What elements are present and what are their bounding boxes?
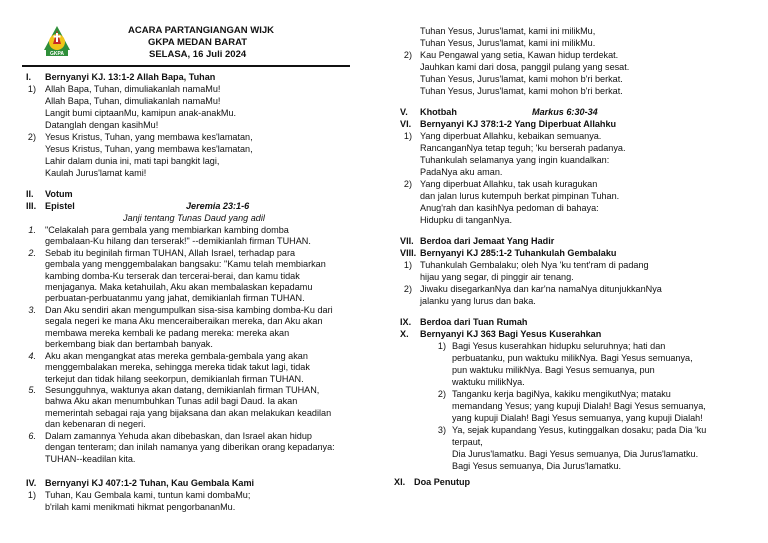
sec1-v1-l2: Allah Bapa, Tuhan, dimuliakanlah namaMu! — [45, 96, 221, 106]
sec10-v1-l2: perbuatanku, pun waktuku milikNya. Bagi Yesus semuanya, — [452, 353, 693, 363]
sec4-v2-l4: Tuhan Yesus, Jurus'lamat, kami mohon b'ri berkat. — [420, 86, 623, 96]
sec3-v2-l2: gembala yang menggembalakan bangsaku: "Kamu telah membiarkan — [45, 259, 326, 270]
sec10-v3-l3: Dia Jurus'lamatku. Bagi Yesus semuanya, Dia Jurus'lamatku. — [452, 449, 699, 459]
sec4-title: Bernyanyi KJ 407:1-2 Tuhan, Kau Gembala Kami — [45, 478, 255, 488]
sec6-v2-l3: Anug'rah dan kasihNya pedoman di bahaya: — [420, 203, 599, 213]
sec10-v1-l4: waktuku milikNya. — [452, 377, 525, 387]
sec11-title: Doa Penutup — [414, 477, 471, 487]
sec10-v1-l1: Bagi Yesus kuserahkan hidupku seluruhnya; hati dan — [452, 341, 666, 351]
sec1-v1-l4: Datanglah dengan kasihMu! — [45, 120, 159, 130]
sec3-v3-num: 3. — [28, 305, 36, 315]
sec3-v1-text — [45, 225, 367, 248]
sec10-v2-l3: yang kupuji Dialah! Bagi Yesus semuanya, yang kupuji Dialah! — [452, 413, 703, 423]
sec11-num: XI. — [394, 477, 406, 487]
sec3-v1-num: 1. — [28, 225, 36, 235]
sec3-v6-num: 6. — [28, 431, 36, 441]
sec2-num: II. — [26, 189, 34, 199]
sec3-v2-l3: kambing domba-Ku terserak dan tercerai-berai, dan kamu tidak — [45, 270, 300, 281]
sec3-v4-l2: menggembalakan mereka, sehingga mereka tidak takut lagi, tidak — [45, 362, 310, 373]
sec6-v1-l2: RancanganNya tetap teguh; 'ku berserah padanya. — [420, 143, 626, 153]
sec8-v2-num: 2) — [403, 284, 412, 294]
sec5-title: Khotbah — [420, 107, 457, 117]
sec4-v1-l1: Tuhan, Kau Gembala kami, tuntun kami dombaMu; — [45, 490, 251, 500]
sec3-v5-l1: Sesungguhnya, waktunya akan datang, demikianlah firman TUHAN, — [45, 385, 320, 395]
sec9-num: IX. — [400, 317, 412, 327]
sec4-v2-l2: Jauhkan kami dari dosa, panggil pulang yang sesat. — [420, 62, 630, 72]
sec10-v3-l2: terpaut, — [452, 437, 483, 447]
sec3-v4-l3: terkejut dan tidak hilang seekorpun, demikianlah firman TUHAN. — [45, 373, 304, 384]
sec10-v1-l3: pun waktuku milikNya. Bagi Yesus semuanya, pun — [452, 365, 655, 375]
sec6-v2-num: 2) — [403, 179, 412, 189]
sec8-v2-l2: jalanku yang lurus dan baka. — [420, 296, 536, 306]
sec3-v2-num: 2. — [28, 248, 36, 258]
sec3-v5-text — [45, 385, 367, 430]
sec4-v1-num: 1) — [27, 490, 36, 500]
sec6-v2-l1: Yang diperbuat Allahku, tak usah kuragukan — [420, 179, 598, 189]
sec3-v3-l3: membawa mereka kembali ke padang mereka: mereka akan — [45, 327, 290, 338]
sec6-v1-l1: Yang diperbuat Allahku, kebaikan semuanya. — [420, 131, 602, 141]
sec4-v2-l3: Tuhan Yesus, Jurus'lamat, kami mohon b'ri berkat. — [420, 74, 623, 84]
sec1-v1-l1: Allah Bapa, Tuhan, dimuliakanlah namaMu! — [45, 84, 221, 94]
sec6-v1-num: 1) — [403, 131, 412, 141]
sec3-v3-l2: segala negeri ke mana Aku menceraiberaikan mereka, dan Aku akan — [45, 316, 323, 327]
sec4-v1-l4: Tuhan Yesus, Jurus'lamat, kami ini milikMu. — [420, 38, 596, 48]
sec2-title: Votum — [45, 189, 73, 199]
sec1-v1-num: 1) — [27, 84, 36, 94]
sec10-v3-num: 3) — [437, 425, 446, 435]
sec10-num: X. — [400, 329, 409, 339]
sec3-v2-l4: menjaganya. Maka ketahuilah, Aku akan membalaskan kepadamu — [45, 281, 313, 292]
sec6-v1-l3: Tuhankulah selamanya yang ingin kuandalkan: — [420, 155, 610, 165]
sec3-v1-l1: "Celakalah para gembala yang membiarkan kambing domba — [45, 225, 289, 235]
sec4-v2-num: 2) — [403, 50, 412, 60]
sec10-title: Bernyanyi KJ 363 Bagi Yesus Kuserahkan — [420, 329, 602, 339]
sec1-num: I. — [26, 72, 32, 82]
sec3-title: Epistel — [45, 201, 75, 211]
sec3-v2-l5: perbuatan-perbuatanmu yang jahat, demikianlah firman TUHAN. — [45, 293, 305, 304]
sec3-v6-text — [45, 431, 367, 465]
header-line-3: SELASA, 16 Juli 2024 — [149, 49, 247, 60]
sec3-v5-num: 5. — [28, 385, 36, 395]
sec8-num: VIII. — [400, 248, 417, 258]
sec1-title: Bernyanyi KJ. 13:1-2 Allah Bapa, Tuhan — [45, 72, 216, 82]
sec3-v3-l1: Dan Aku sendiri akan mengumpulkan sisa-sisa kambing domba-Ku dari — [45, 305, 333, 315]
sec4-v1-l2: b'rilah kami menikmati hikmat pengorbananMu. — [45, 502, 236, 512]
sec4-v1-l3: Tuhan Yesus, Jurus'lamat, kami ini milikMu, — [420, 26, 596, 36]
sec8-title: Bernyanyi KJ 285:1-2 Tuhankulah Gembalaku — [420, 248, 617, 258]
sec8-v1-l2: hijau yang segar, di pinggir air tenang. — [420, 272, 574, 282]
sec3-v4-num: 4. — [28, 351, 36, 361]
sec6-v2-l4: Hidupku di tanganNya. — [420, 215, 513, 225]
sec10-v3-l4: Bagi Yesus semuanya, Dia Jurus'lamatku. — [452, 461, 622, 471]
sec1-v1-l3: Langit bumi ciptaanMu, kamipun anak-anakMu. — [45, 108, 237, 118]
sec1-v2-l1: Yesus Kristus, Tuhan, yang membawa kes'lamatan, — [45, 132, 253, 142]
sec3-v5-l4: dan kebenaran di negeri. — [45, 418, 146, 429]
sec3-ref: Jeremia 23:1-6 — [186, 201, 250, 211]
sec3-subtitle: Janji tentang Tunas Daud yang adil — [123, 213, 265, 223]
header-rule — [22, 65, 350, 67]
logo-text: GKPA — [49, 51, 65, 57]
sec8-v2-l1: Jiwaku disegarkanNya dan kar'na namaNya ditunjukkanNya — [420, 284, 662, 294]
sec10-v2-l1: Tanganku kerja bagiNya, kakiku mengikutNya; mataku — [452, 389, 671, 399]
sec7-num: VII. — [400, 236, 414, 246]
header-line-2: GKPA MEDAN BARAT — [148, 37, 248, 48]
sec8-v1-num: 1) — [403, 260, 412, 270]
sec3-v3-text — [45, 305, 367, 350]
sec3-v6-l2: dengan tenteram; dan inilah namanya yang diberikan orang kepadanya: — [45, 442, 335, 453]
sec8-v1-l1: Tuhankulah Gembalaku; oleh Nya 'ku tent'ram di padang — [420, 260, 649, 270]
sec1-v2-l4: Kaulah Jurus'lamat kami! — [45, 168, 147, 178]
sec9-title: Berdoa dari Tuan Rumah — [420, 317, 528, 327]
sec1-v2-l2: Yesus Kristus, Tuhan, yang membawa kes'lamatan, — [45, 144, 253, 154]
sec3-v5-l2: bahwa Aku akan menumbuhkan Tunas adil bagi Daud. Ia akan — [45, 396, 298, 407]
sec6-num: VI. — [400, 119, 412, 129]
sec1-v2-l3: Lahir dalam dunia ini, mati tapi bangkit lagi, — [45, 156, 220, 166]
sec6-title: Bernyanyi KJ 378:1-2 Yang Diperbuat Allahku — [420, 119, 617, 129]
sec3-v6-l1: Dalam zamannya Yehuda akan dibebaskan, dan Israel akan hidup — [45, 431, 312, 441]
sec5-ref: Markus 6:30-34 — [532, 107, 598, 117]
sec1-v2-num: 2) — [27, 132, 36, 142]
sec3-v3-l4: berkembang biak dan bertambah banyak. — [45, 338, 213, 349]
sec3-num: III. — [26, 201, 37, 211]
sec5-num: V. — [400, 107, 408, 117]
sec3-v4-text — [45, 351, 367, 385]
sec4-v2-l1: Kau Pengawal yang setia, Kawan hidup terdekat. — [420, 50, 619, 60]
gkpa-logo — [42, 24, 72, 58]
sec3-v1-l2: gembalaan-Ku hilang dan terserak!" --demikianlah firman TUHAN. — [45, 236, 311, 247]
sec6-v1-l4: PadaNya aku aman. — [420, 167, 503, 177]
sec10-v2-l2: memandang Yesus; yang kupuji Dialah! Bagi Yesus semuanya, — [452, 401, 706, 411]
header-line-1: ACARA PARTANGIANGAN WIJK — [128, 25, 275, 36]
sec3-v2-text — [45, 248, 367, 304]
sec3-v6-l3: TUHAN--keadilan kita. — [45, 453, 136, 464]
sec10-v3-l1: Ya, sejak kupandang Yesus, kutinggalkan dosaku; pada Dia 'ku — [452, 425, 707, 435]
sec6-v2-l2: dan jalan lurus kutempuh berkat pimpinan Tuhan. — [420, 191, 620, 201]
sec10-v1-num: 1) — [437, 341, 446, 351]
sec7-title: Berdoa dari Jemaat Yang Hadir — [420, 236, 555, 246]
sec3-v5-l3: memerintah sebagai raja yang bijaksana dan akan melakukan keadilan — [45, 407, 332, 418]
sec10-v2-num: 2) — [437, 389, 446, 399]
sec4-num: IV. — [26, 478, 37, 488]
sec3-v2-l1: Sebab itu beginilah firman TUHAN, Allah Israel, terhadap para — [45, 248, 296, 258]
sec3-v4-l1: Aku akan mengangkat atas mereka gembala-gembala yang akan — [45, 351, 308, 361]
